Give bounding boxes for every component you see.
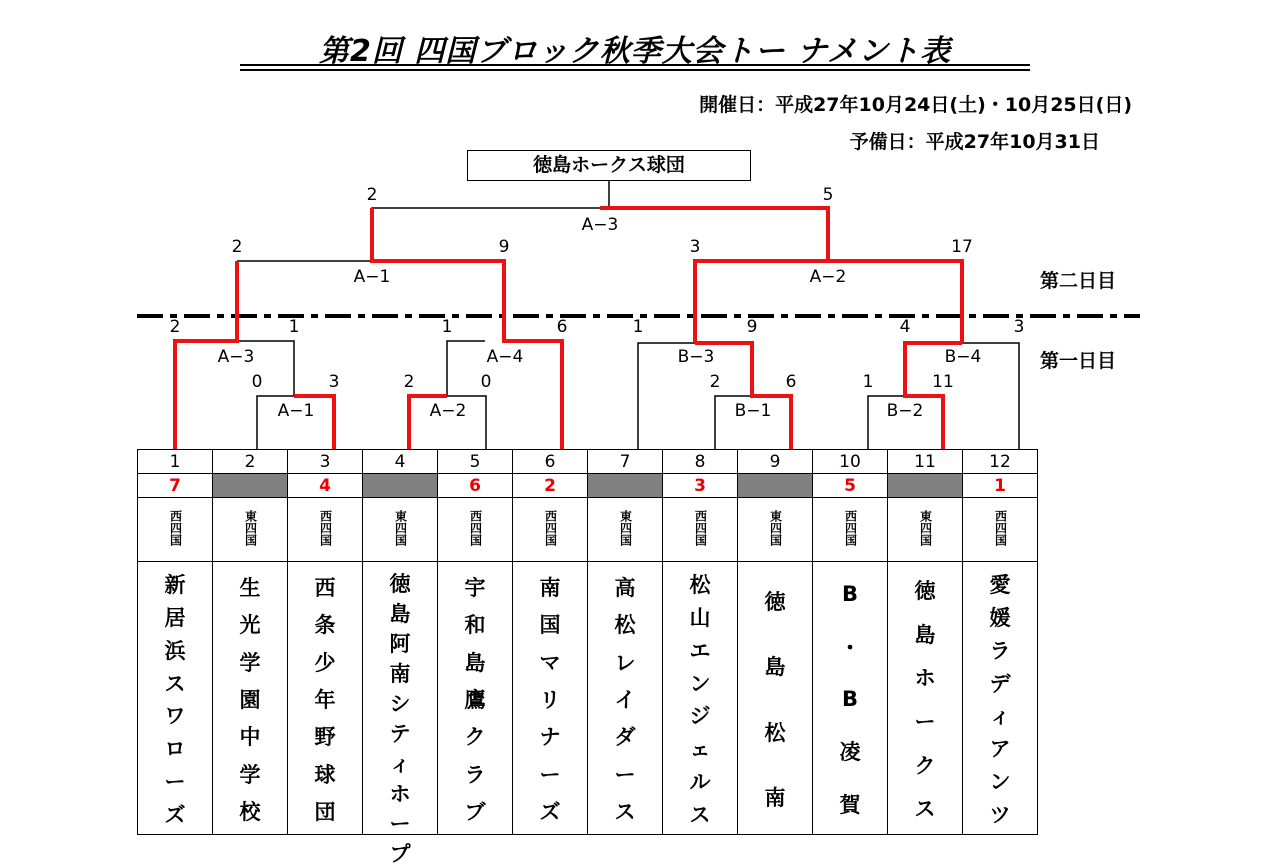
rank-row [138,474,1038,498]
team-rank: 6 [438,474,513,498]
line-a4d1-left [447,341,485,396]
match-label: B−3 [677,347,715,367]
score: 0 [480,372,492,392]
region-label: 西四国 [318,509,333,546]
match-annotations [170,185,1025,421]
win-line-b3 [695,261,828,343]
team-region [738,498,813,562]
team-name-vertical: 徳 島 松 南 [764,589,786,811]
team-seed: 12 [963,450,1038,474]
team-name [363,562,438,866]
score: 3 [1013,317,1025,337]
region-label: 西四国 [843,509,858,546]
name-row [138,562,1038,835]
match-label: A−2 [429,401,467,421]
team-name-vertical: 生 光 学 園 中 学 校 [239,575,261,825]
team-name [213,562,288,835]
team-region [438,498,513,562]
score: 2 [403,372,415,392]
team-name-vertical: 西 条 少 年 野 球 団 [314,575,336,825]
match-label: B−4 [944,347,982,367]
team-rank: 1 [963,474,1038,498]
region-row [138,498,1038,562]
reserve-date: 予備日：平成27年10月31日 [849,131,1100,153]
match-label: A−1 [353,267,391,287]
team-seed: 4 [363,450,438,474]
team-name [138,562,213,835]
team-region [588,498,663,562]
team-name [963,562,1038,835]
day2-label: 第二日目 [1040,270,1117,292]
region-label: 西四国 [468,509,483,546]
team-rank: 4 [288,474,363,498]
match-label: A−3 [217,347,255,367]
team-table [137,449,1038,866]
match-label: A−1 [277,401,315,421]
team-name [588,562,663,835]
team-region [138,498,213,562]
team-name [663,562,738,835]
score: 1 [288,317,300,337]
team-name [813,562,888,835]
team-name [888,562,963,835]
team-seed: 8 [663,450,738,474]
score: 2 [231,237,243,257]
score: 1 [441,317,453,337]
team-name-vertical: 南 国 マ リ ナ ー ズ [539,575,561,825]
team-name-vertical: B ・ B 凌 賀 [839,582,861,817]
region-label: 東四国 [393,509,408,546]
score: 5 [822,185,834,205]
line-final-left [372,208,600,261]
score: 2 [366,185,378,205]
team-name [513,562,588,835]
region-label: 東四国 [243,509,258,546]
team-name-vertical: 愛 媛 ラ デ ィ ア ン ツ [989,573,1011,827]
score: 3 [328,372,340,392]
score: 9 [746,317,758,337]
team-rank [888,474,963,498]
team-seed: 3 [288,450,363,474]
team-rank: 7 [138,474,213,498]
team-rank [738,474,813,498]
score: 11 [932,372,954,392]
team-region [963,498,1038,562]
team-name [438,562,513,835]
region-label: 西四国 [168,509,183,546]
team-name-vertical: 徳 島 阿 南 シ テ ィ ホ ー プ [389,572,411,866]
team-seed: 6 [513,450,588,474]
event-dates: 開催日：平成27年10月24日(土)・10月25日(日) [699,94,1132,116]
score: 3 [689,237,701,257]
team-rank: 3 [663,474,738,498]
win-line-team6 [372,208,562,449]
team-seed: 7 [588,450,663,474]
region-label: 東四国 [618,509,633,546]
team-seed: 1 [138,450,213,474]
team-region [813,498,888,562]
team-region [663,498,738,562]
champion-box: 徳島ホークス球団 [467,150,751,181]
team-name-vertical: 宇 和 島 鷹 ク ラ ブ [464,575,486,825]
team-name-vertical: 松 山 エ ン ジ ェ ル ス [689,573,711,827]
team-name [288,562,363,835]
team-name-vertical: 徳 島 ホ ー ク ス [914,578,936,822]
match-label: B−1 [734,401,772,421]
day1-label: 第一日目 [1040,350,1117,372]
match-label: A−4 [486,347,524,367]
score: 6 [556,317,568,337]
score: 2 [709,372,721,392]
region-label: 西四国 [993,509,1008,546]
team-name [738,562,813,835]
match-label: A−2 [809,267,847,287]
team-rank [213,474,288,498]
team-seed: 10 [813,450,888,474]
team-name-vertical: 新 居 浜 ス ワ ロ ー ズ [164,573,186,827]
team-region [213,498,288,562]
region-label: 東四国 [918,509,933,546]
score: 17 [951,237,973,257]
score: 1 [862,372,874,392]
team-rank: 2 [513,474,588,498]
region-label: 東四国 [768,509,783,546]
region-label: 西四国 [543,509,558,546]
match-label: B−2 [886,401,924,421]
region-label: 西四国 [693,509,708,546]
team-rank [363,474,438,498]
score: 1 [632,317,644,337]
team-name-vertical: 高 松 レ イ ダ ー ス [614,575,636,825]
score: 2 [169,317,181,337]
team-seed: 2 [213,450,288,474]
team-seed: 9 [738,450,813,474]
team-seed: 11 [888,450,963,474]
team-rank [588,474,663,498]
team-region [888,498,963,562]
score: 6 [785,372,797,392]
score: 4 [899,317,911,337]
team-rank: 5 [813,474,888,498]
team-region [288,498,363,562]
seed-row [138,450,1038,474]
page-title: 第2回 四国ブロック秋季大会トー ナメント表 [319,34,951,69]
score: 9 [498,237,510,257]
score: 0 [251,372,263,392]
match-label: A−3 [581,215,619,235]
team-region [363,498,438,562]
team-seed: 5 [438,450,513,474]
team-region [513,498,588,562]
